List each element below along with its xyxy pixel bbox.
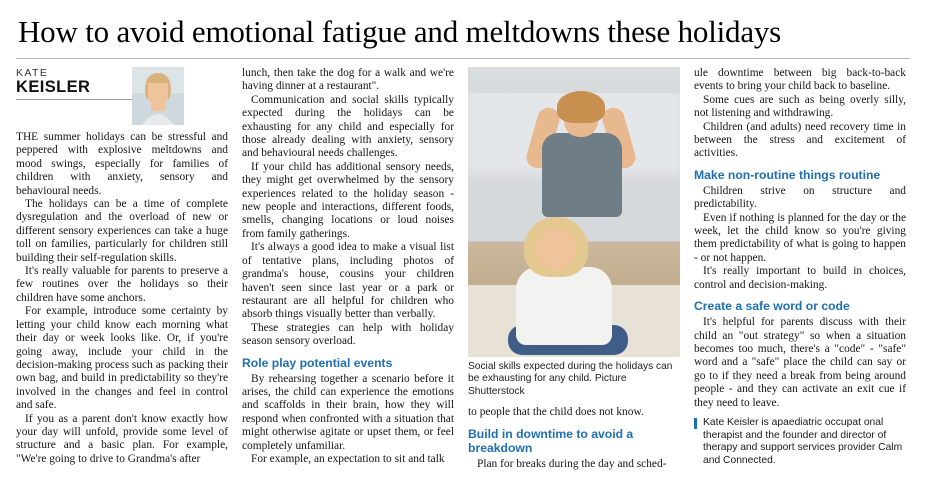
paragraph: If your child has additional sensory needs, they might get overwhelmed by the sensory experiences related to the holiday season - new people and interactions, different foods, smells, changing locations or loud noises from family gatherings. xyxy=(242,160,454,240)
paragraph: Communication and social skills typically expected during the holidays can be exhausting for any child and especially for those already dealing with anxiety, sensory and behavioural needs challenges. xyxy=(242,93,454,160)
child-body xyxy=(516,267,612,345)
section-subheading: Create a safe word or code xyxy=(694,299,850,314)
article-column-1 xyxy=(16,67,228,466)
author-portrait-image xyxy=(132,67,184,125)
article-columns xyxy=(16,67,910,471)
paragraph: Children (and adults) need recovery time in between the stress and excitement of activities. xyxy=(694,120,906,160)
paragraph: It's always a good idea to make a visual list of tentative plans, including photos of grandma's house, cousins your children haven't seen since last year or a park or restaurant are all helpful for children who absorb things visually better than verbally. xyxy=(242,241,454,321)
byline-first-name: KATE xyxy=(16,67,49,79)
paragraph: The holidays can be a time of complete dysregulation and the overload of new or different sensory experiences can take a huge toll on families, particularly for children still building their self-regulation skills. xyxy=(16,198,228,264)
paragraph: For example, an expectation to sit and talk xyxy=(251,452,445,465)
paragraph: to people that the child does not know. xyxy=(468,406,644,419)
section-subheading: Make non-routine things routine xyxy=(694,167,881,182)
paragraph: It's really valuable for parents to preserve a few routines over the holidays so their children have some anchors. xyxy=(16,265,228,304)
paragraph: If you as a parent don't know exactly how your day will unfold, provide some level of structure and a basic plan. For example, "We're going to drive to Grandma's after xyxy=(16,412,228,465)
paragraph: It's helpful for parents discuss with their child an "out strategy" so when a situation becomes too much, there's a "code" - "safe" word and a "safe" place the child can say or go to if they need a break from being around people - and they can activate an exit cue if they need to leave. xyxy=(694,316,906,409)
paragraph: These strategies can help with holiday season sensory overload. xyxy=(242,321,454,348)
section-subheading: Role play potential events xyxy=(242,355,393,370)
article-column-2 xyxy=(242,67,454,466)
paragraph: It's really important to build in choices, control and decision-making. xyxy=(694,265,906,291)
byline-last-name: KEISLER xyxy=(16,78,91,96)
paragraph: Some cues are such as being overly silly, not listening and withdrawing. xyxy=(694,93,906,120)
author-bio: Kate Keisler is apaediatric occupat onal therapist and the founder and director of therapy and support services provider Calm and Connected. xyxy=(694,417,906,467)
paragraph: lunch, then take the dog for a walk and we're having dinner at a restaurant". xyxy=(242,67,454,93)
author-portrait-illustration xyxy=(132,67,184,125)
photo-caption: Social skills expected during the holidays can be exhausting for any child. Picture Shutterstock xyxy=(468,361,673,397)
header-divider xyxy=(16,58,910,59)
paragraph: Even if nothing is planned for the day or the week, let the child know so you're giving them predictability of what is going to happen - or not happen. xyxy=(694,211,906,264)
section-subheading: Build in downtime to avoid a breakdown xyxy=(468,426,634,455)
article-photo xyxy=(468,67,680,357)
child-head xyxy=(536,227,576,271)
byline-divider xyxy=(16,99,136,100)
paragraph: THE summer holidays can be stressful and peppered with explosive meltdowns and mood swings, especially for families of children with anxiety, sensory and behavioural needs. xyxy=(16,131,228,197)
paragraph: Children strive on structure and predictability. xyxy=(694,184,906,211)
paragraph: Plan for breaks during the day and sched- xyxy=(477,457,667,470)
article-column-4 xyxy=(694,67,906,467)
paragraph: ule downtime between big back-to-back events to bring your child back to baseline. xyxy=(694,67,906,93)
mother-hair xyxy=(557,91,605,123)
paragraph: For example, introduce some certainty by letting your child know each morning what their day or week looks like. Or, if you're going away, include your child in the decision-making process such as packing their own bag, and build in predictability so they're involved in the changes and feel in control and safe. xyxy=(16,305,228,412)
paragraph: By rehearsing together a scenario before it arises, the child can experience the emotions and scaffolds in their brain, how they will respond when confronted with a situation that might otherwise agitate or upset them, or feel completely unfamiliar. xyxy=(242,372,454,452)
page-title: How to avoid emotional fatigue and meltdowns these holidays xyxy=(18,14,782,49)
article-column-3 xyxy=(468,67,680,471)
byline xyxy=(16,67,228,125)
mother-body xyxy=(542,133,622,217)
